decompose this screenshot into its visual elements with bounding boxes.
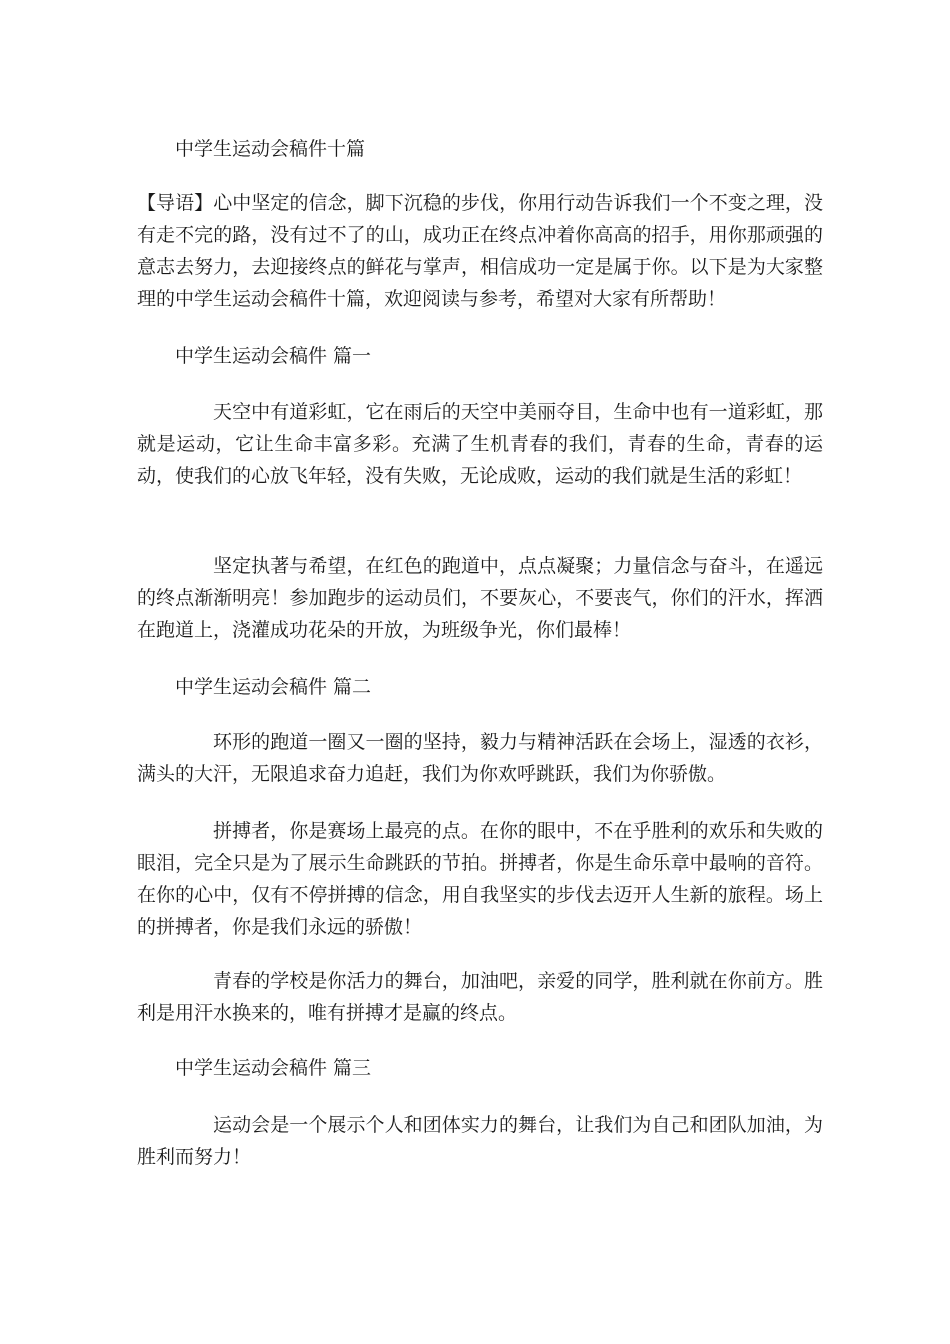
section-heading-2: 中学生运动会稿件 篇二 bbox=[175, 676, 372, 698]
section-heading-3: 中学生运动会稿件 篇三 bbox=[175, 1057, 372, 1079]
section-2-paragraph-3: 青春的学校是你活力的舞台，加油吧，亲爱的同学，胜利就在你前方。胜利是用汗水换来的，唯有拼搏才是赢的终点。 bbox=[137, 970, 823, 1024]
section-3-paragraph-1: 运动会是一个展示个人和团体实力的舞台，让我们为自己和团队加油，为胜利而努力！ bbox=[137, 1114, 823, 1168]
section-heading-1: 中学生运动会稿件 篇一 bbox=[175, 345, 372, 367]
section-1-paragraph-1: 天空中有道彩虹，它在雨后的天空中美丽夺目，生命中也有一道彩虹，那就是运动，它让生命丰富多彩。充满了生机青春的我们，青春的生命，青春的运动，使我们的心放飞年轻，没有失败，无论成败，运动的我们就是生活的彩虹！ bbox=[137, 401, 823, 487]
document-title: 中学生运动会稿件十篇 bbox=[175, 138, 366, 160]
section-1-paragraph-2: 坚定执著与希望，在红色的跑道中，点点凝聚；力量信念与奋斗，在遥远的终点渐渐明亮！参加跑步的运动员们，不要灰心，不要丧气，你们的汗水，挥洒在跑道上，浇灌成功花朵的开放，为班级争光，你们最棒！ bbox=[137, 555, 823, 641]
section-2-paragraph-1: 环形的跑道一圈又一圈的坚持，毅力与精神活跃在会场上，湿透的衣衫，满头的大汗，无限追求奋力追赶，我们为你欢呼跳跃，我们为你骄傲。 bbox=[137, 731, 823, 785]
section-2-paragraph-2: 拼搏者，你是赛场上最亮的点。在你的眼中，不在乎胜利的欢乐和失败的眼泪，完全只是为了展示生命跳跃的节拍。拼搏者，你是生命乐章中最响的音符。在你的心中，仅有不停拼搏的信念，用自我坚实的步伐去迈开人生新的旅程。场上的拼搏者，你是我们永远的骄傲！ bbox=[137, 820, 823, 938]
intro-paragraph: 【导语】心中坚定的信念，脚下沉稳的步伐，你用行动告诉我们一个不变之理，没有走不完的路，没有过不了的山，成功正在终点冲着你高高的招手，用你那顽强的意志去努力，去迎接终点的鲜花与掌声，相信成功一定是属于你。以下是为大家整理的中学生运动会稿件十篇，欢迎阅读与参考，希望对大家有所帮助！ bbox=[137, 192, 823, 310]
